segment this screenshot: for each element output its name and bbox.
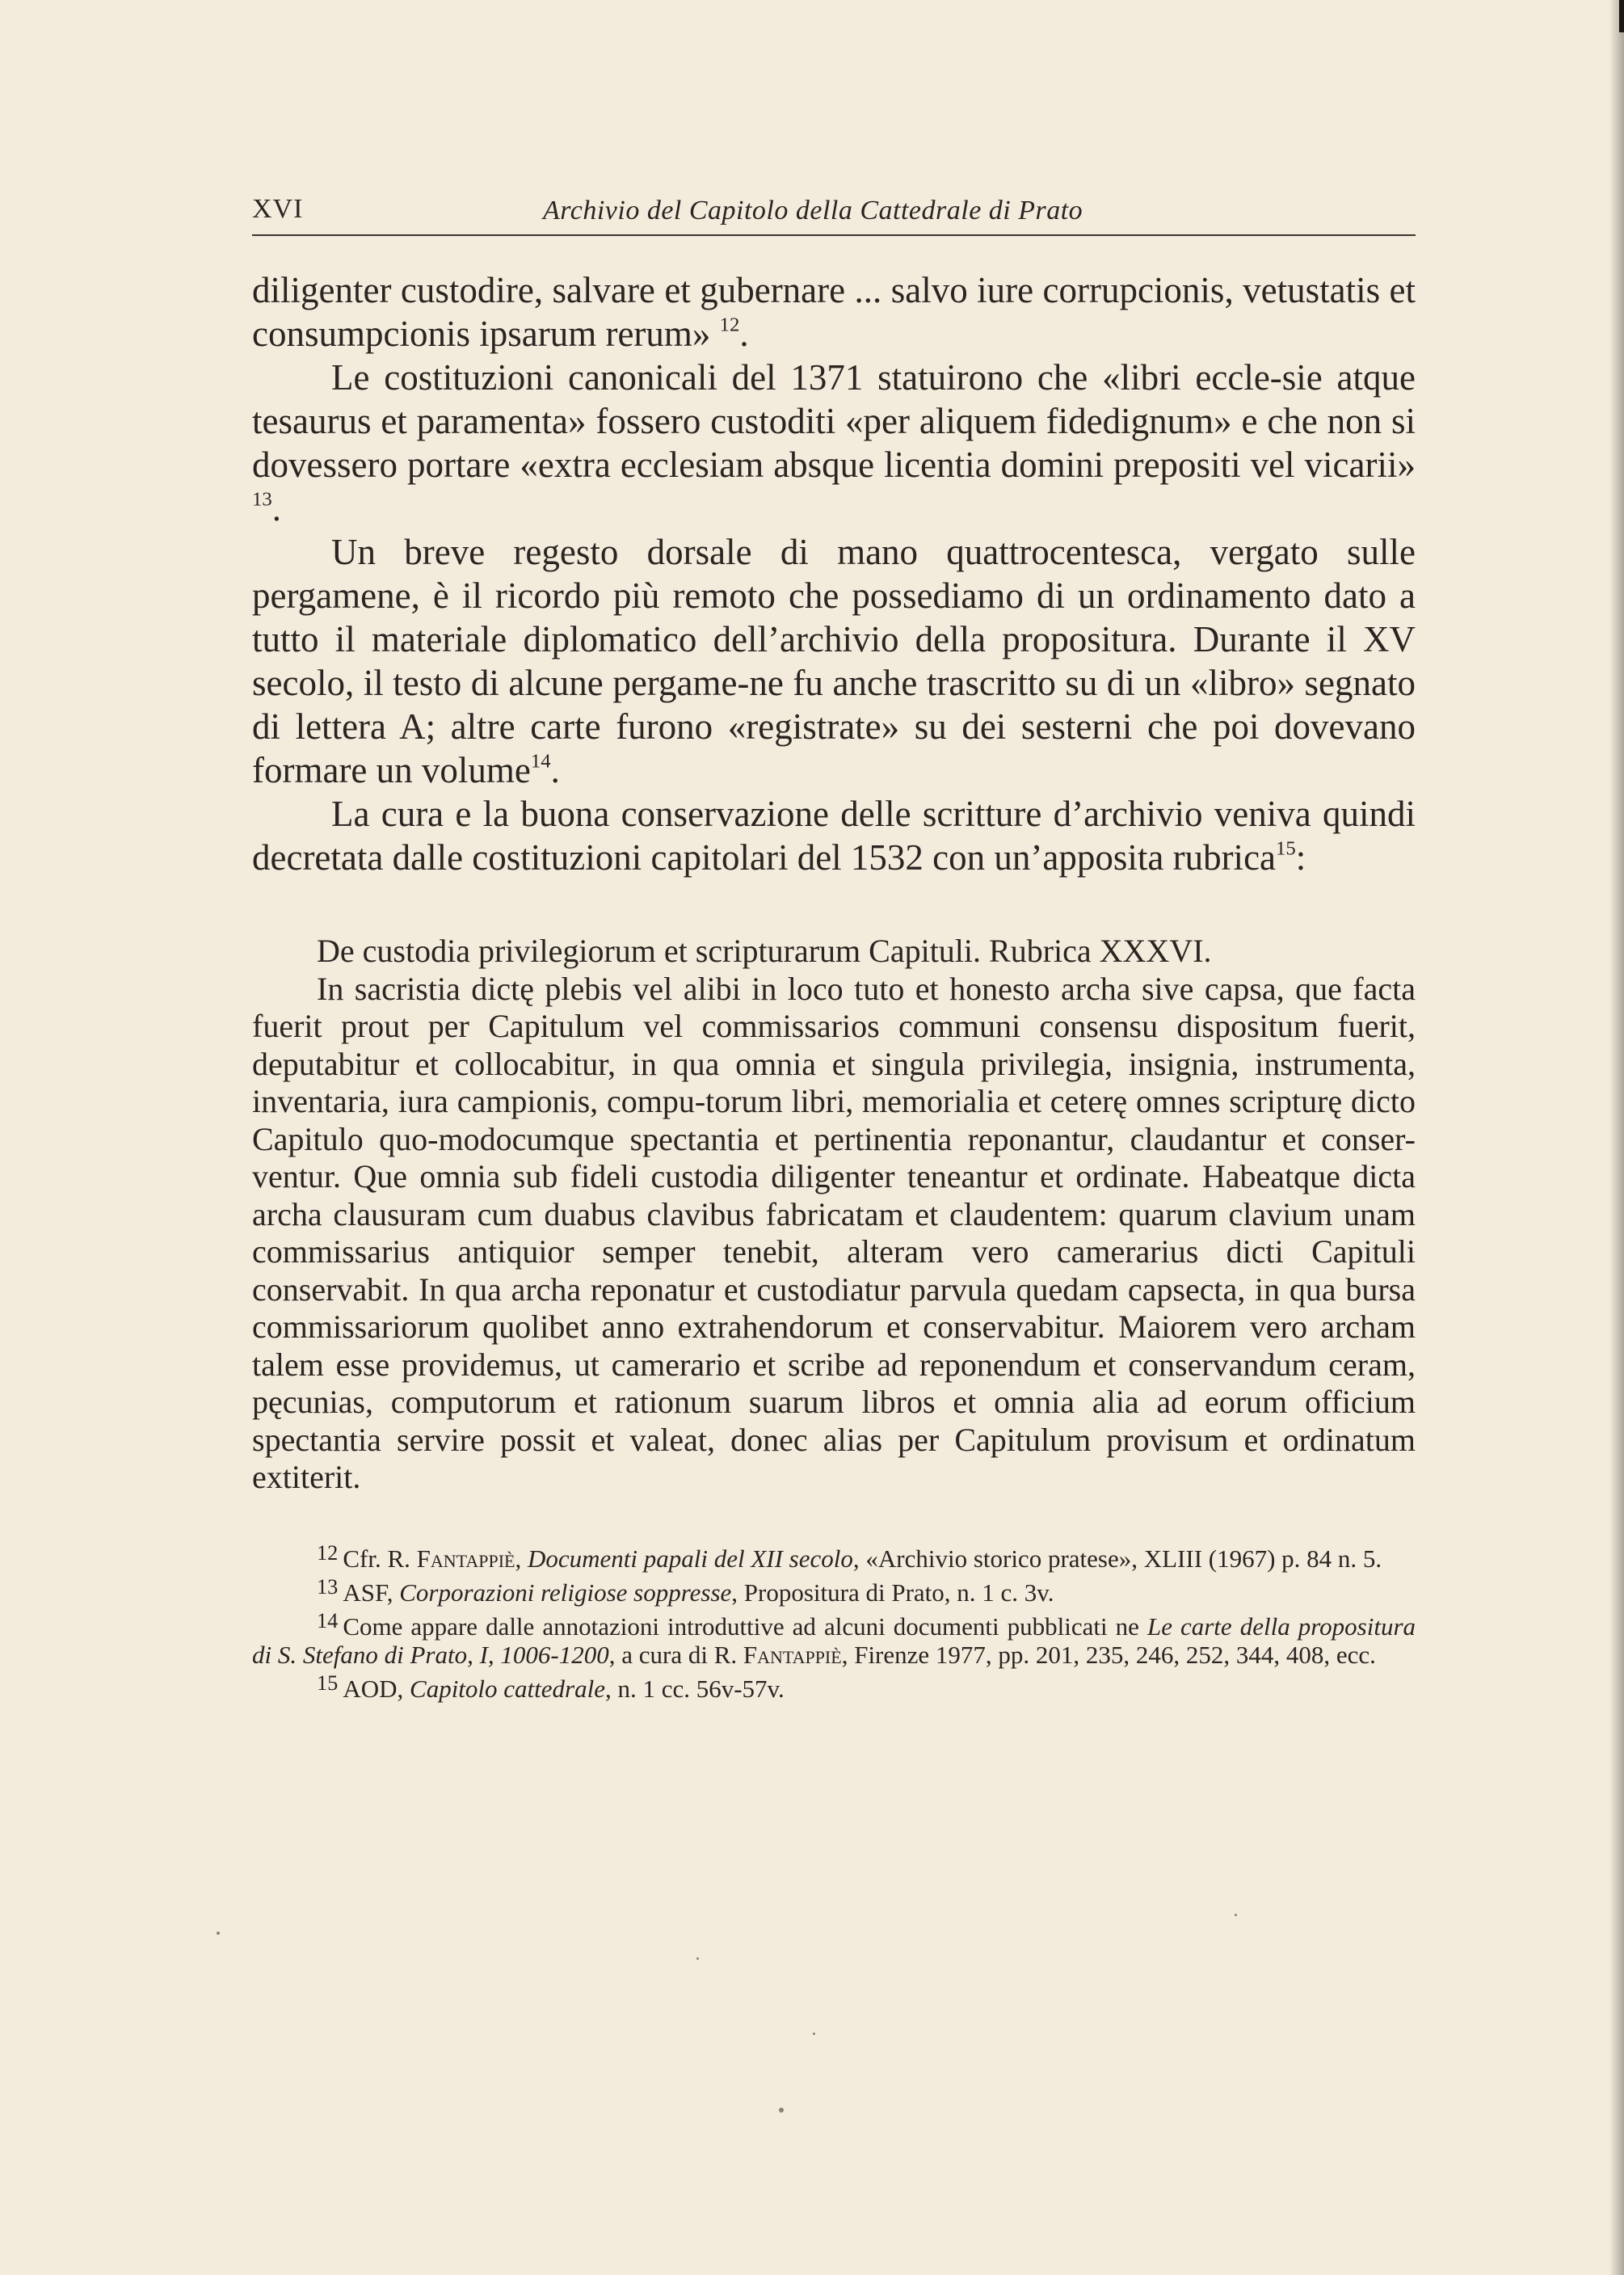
paragraph-3: Un breve regesto dorsale di mano quattrocentesca, vergato sulle pergamene, è il ricordo più remoto che possediamo di un ordinamento dato a tutto il materiale diplomatico dell’archivio della propositura. Durante il XV secolo, il testo di alcune pergame-ne fu anche trascritto su di un «libro» segnato di lettera A; altre carte furono «registrate» su dei sesterni che poi dovevano formare un volume$^{14}$. [252,532,1416,790]
page-number: XVI [252,194,304,224]
paragraph-2: Le costituzioni canonicali del 1371 statuirono che «libri eccle-sie atque tesaurus et paramenta» fossero custoditi «per aliquem fidedignum» e che non si dovessero portare «extra ecclesiam absque licentia domini prepositi vel vicarii» $^{13}$. [252,357,1416,529]
footnote-14: 14 Come appare dalle annotazioni introduttive ad alcuni documenti pubblicati ne Le carte della propositura di S. Stefano di Prato, I, 1006-1200, a cura di R. Fantappiè, Firenze 1977, pp. 201, 235, 246, 252, 344, 408, ecc. [252,1608,1416,1670]
footnote-13: 13 ASF, Corporazioni religiose soppresse, Propositura di Prato, n. 1 c. 3v. [317,1574,1054,1607]
footnotes [252,1539,1416,1704]
rubric-text: In sacristia dictę plebis vel alibi in loco tuto et honesto archa sive capsa, que facta fuerit prout per Capitulum vel commissarios communi consensu dispositum fuerit, deputabitur et collocabitur, in qua omnia et singula privilegia, insignia, instrumenta, inventaria, iura campionis, compu-torum libri, memorialia et ceterę omnes scripturę dicto Capitulo quo-modocumque spectantia et pertinentia reponantur, claudantur et conser-ventur. Que omnia sub fideli custodia diligenter teneantur et ordinate. Habeatque dicta archa clausuram cum duabus clavibus fabricatam et claudentem: quarum clavium unam commissarius antiquior semper tenebit, alteram vero camerarius dicti Capituli conservabit. In qua archa reponatur et custodiatur parvula quedam capsecta, in qua bursa commissariorum quolibet anno extrahendorum et conservabitur. Maiorem vero archam talem esse providemus, ut camerario et scribe ad reponendum et conservandum ceram, pęcunias, computorum et rationum suarum libros et omnia alia ad eorum officium spectantia servire possit et valeat, donec alias per Capitulum provisum et ordinatum extiterit. [252,970,1416,1495]
running-title: Archivio del Capitolo della Cattedrale di Prato [543,196,1083,225]
document-page [252,184,1416,1703]
paragraph-4: La cura e la buona conservazione delle scritture d’archivio veniva quindi decretata dalle costituzioni capitolari del 1532 con un’apposita rubrica$^{15}$: [252,794,1416,878]
footnote-12: 12 Cfr. R. Fantappiè, Documenti papali del XII secolo, «Archivio storico pratese», XLIII (1967) p. 84 n. 5. [317,1540,1382,1573]
footnote-ref-15: 15 [1276,837,1296,860]
paragraph-1: diligenter custodire, salvare et gubernare ... salvo iure corrupcionis, vetustatis et consumpcionis ipsarum rerum» $^{12}$. [252,270,1416,354]
quoted-rubric [252,933,1416,1497]
rubric-title: De custodia privilegiorum et scripturarum Capituli. Rubrica XXXVI. [317,933,1212,969]
footnote-ref-12: 12 [719,314,740,336]
footnote-ref-13: 13 [252,488,272,511]
main-text [252,268,1416,879]
page-edge-mark [1619,0,1624,32]
running-head [252,184,1416,236]
footnote-ref-14: 14 [530,750,551,773]
footnote-15: 15 AOD, Capitolo cattedrale, n. 1 cc. 56v-57v. [317,1671,785,1704]
page-edge-shadow [1609,0,1624,2275]
